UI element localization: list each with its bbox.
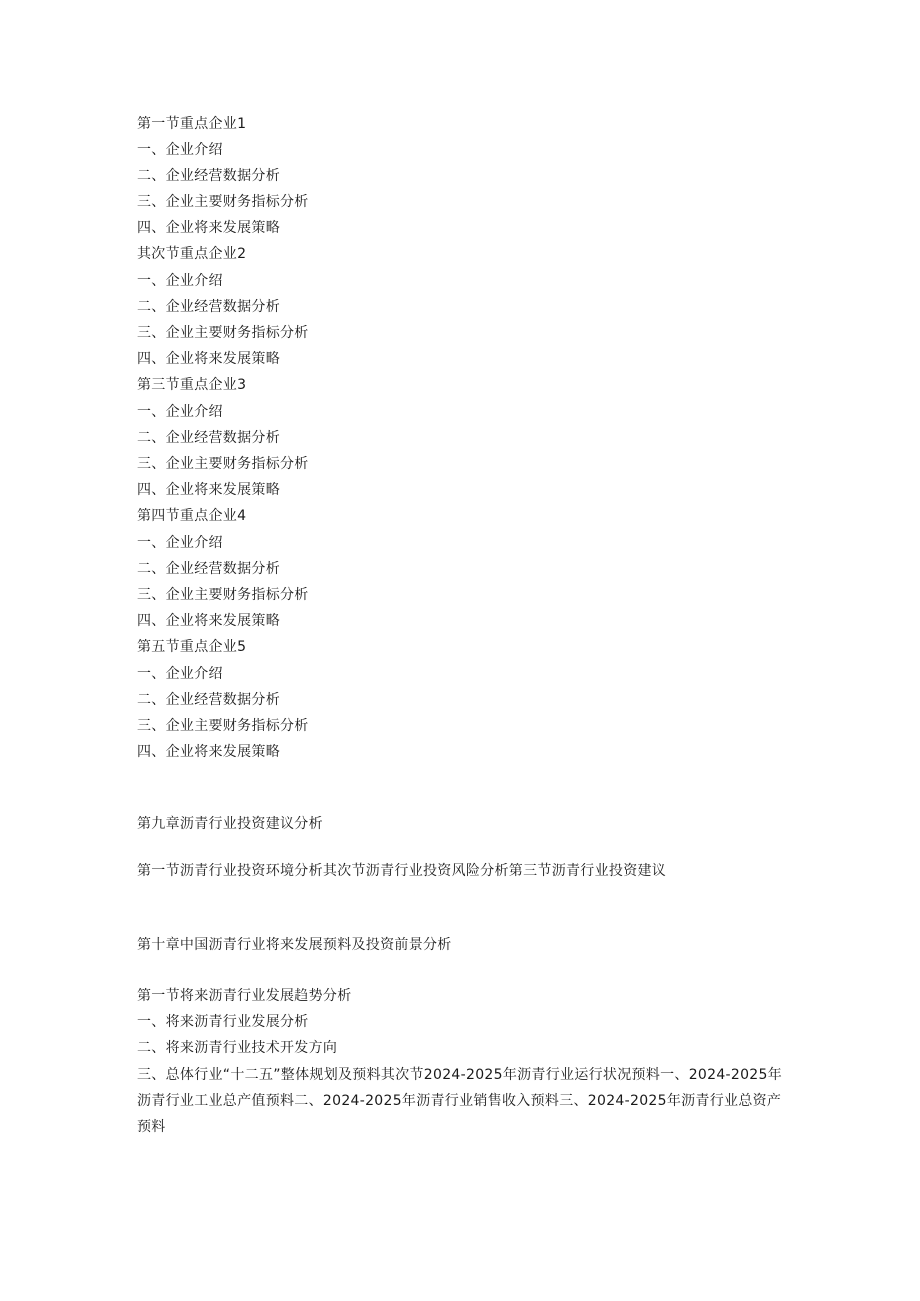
list-item: 一、企业介绍 — [137, 142, 223, 158]
section-heading: 其次节重点企业2 — [137, 246, 247, 262]
list-item: 四、企业将来发展策略 — [137, 351, 280, 367]
list-item: 一、企业介绍 — [137, 535, 223, 551]
list-item: 三、企业主要财务指标分析 — [137, 456, 309, 472]
list-item: 二、企业经营数据分析 — [137, 299, 280, 315]
list-item: 一、将来沥青行业发展分析 — [137, 1014, 309, 1030]
list-item: 三、企业主要财务指标分析 — [137, 718, 309, 734]
list-item: 四、企业将来发展策略 — [137, 482, 280, 498]
list-item: 四、企业将来发展策略 — [137, 744, 280, 760]
list-item: 二、将来沥青行业技术开发方向 — [137, 1040, 338, 1056]
list-item: 四、企业将来发展策略 — [137, 613, 280, 629]
section-heading: 第三节重点企业3 — [137, 377, 247, 393]
list-item: 三、企业主要财务指标分析 — [137, 194, 309, 210]
list-item: 一、企业介绍 — [137, 666, 223, 682]
list-item: 三、企业主要财务指标分析 — [137, 325, 309, 341]
chapter-heading: 第九章沥青行业投资建议分析 — [137, 816, 323, 832]
list-item: 四、企业将来发展策略 — [137, 220, 280, 236]
section-heading: 第一节将来沥青行业发展趋势分析 — [137, 988, 352, 1004]
paragraph: 三、总体行业“十二五”整体规划及预料其次节2024-2025年沥青行业运行状况预料一、2024-2025年沥青行业工业总产值预料二、2024-2025年沥青行业销售收入预料三、2024-2025年沥青行业总资产预料 — [137, 1067, 783, 1135]
chapter-heading: 第十章中国沥青行业将来发展预料及投资前景分析 — [137, 937, 452, 953]
list-item: 一、企业介绍 — [137, 273, 223, 289]
section-heading: 第一节重点企业1 — [137, 116, 247, 132]
section-heading: 第五节重点企业5 — [137, 639, 247, 655]
section-heading: 第四节重点企业4 — [137, 508, 247, 524]
list-item: 二、企业经营数据分析 — [137, 168, 280, 184]
list-item: 二、企业经营数据分析 — [137, 692, 280, 708]
list-item: 二、企业经营数据分析 — [137, 430, 280, 446]
list-item: 一、企业介绍 — [137, 404, 223, 420]
paragraph: 第一节沥青行业投资环境分析其次节沥青行业投资风险分析第三节沥青行业投资建议 — [137, 863, 667, 879]
list-item: 三、企业主要财务指标分析 — [137, 587, 309, 603]
list-item: 二、企业经营数据分析 — [137, 561, 280, 577]
